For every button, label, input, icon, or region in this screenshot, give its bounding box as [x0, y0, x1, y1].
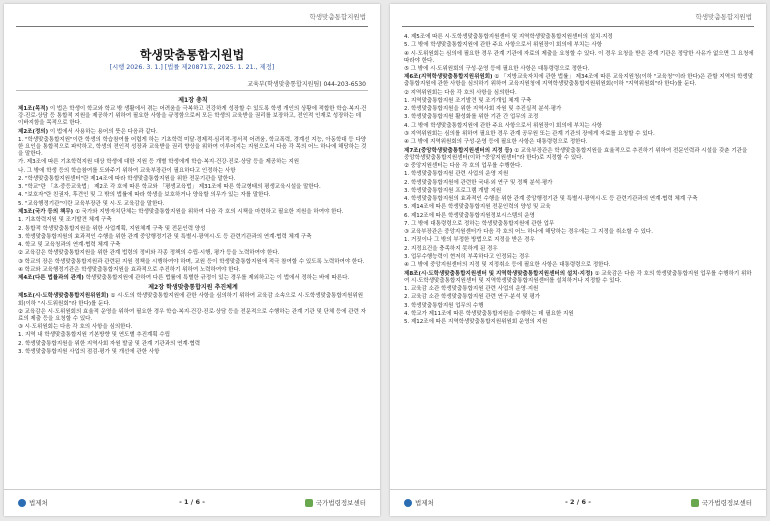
article-clause	[404, 229, 754, 236]
article-text: ① 「지방교육자치에 관한 법률」 제34조에 따른 교육지원청(이하 "교육청"이라 한다)은 관할 지역의 학생맞춤통합지원에 관한 사항을 심의하기 위하여 교육지원청에 지역학생맞춤통합지원위원회(이하 "지역위원회"라 한다)를 둔다.	[404, 74, 754, 88]
article-text: 2. 학생맞춤통합지원을 위한 지역사회 자원 및 추진실적 분석·평가	[404, 106, 562, 113]
article-heading: 제6조(지역학생맞춤통합지원위원회)	[404, 74, 493, 81]
header-divider	[16, 26, 368, 27]
article-clause	[404, 196, 754, 203]
article-text: ③ 교육부장관은 중앙지원센터가 다음 각 호의 어느 하나에 해당하는 경우에는 그 지정을 취소할 수 있다.	[404, 229, 653, 236]
article-heading: 제5조(시·도학생맞춤통합지원위원회)	[18, 293, 109, 300]
article-text: 이 법에서 사용하는 용어의 뜻은 다음과 같다.	[48, 128, 158, 135]
article-clause	[404, 163, 754, 170]
article-text: 3. 학생맞춤통합지원 프로그램 개발 지원	[404, 187, 502, 194]
enactment-info[interactable]: [시행 2026. 3. 1.] [법률 제20871호, 2025. 1. 21., 제정]	[109, 64, 275, 71]
article-text: 이 법은 학생이 학교와 학교 밖 생활에서 겪는 어려움을 극복하고 건강하게 성장할 수 있도록 학생 개인의 상황에 적합한 학습·복지·건강·진로·상담 등 통합적 지원을 제공하기 위하여 필요한 사항을 규정함으로써 모든 학생의 교육받을 권리를 보장하고, 전인적 인재로 성장하는 데 이바지함을 목적으로 한다.	[18, 106, 367, 127]
page-footer	[390, 489, 766, 516]
article-text: 4. 제5조에 따른 시·도학생맞춤통합지원센터 및 지역학생맞춤통합지원센터의 설치·지정	[404, 34, 613, 40]
article-heading: 제1조(목적)	[18, 106, 49, 113]
article-text: 4. 학교 및 교육청과의 연계·협력 체계 구축	[18, 242, 121, 249]
article-clause	[18, 341, 368, 348]
article-clause	[18, 309, 368, 323]
article-text: 3. 학생맞춤통합지원의 효과적인 수행을 위한 관계 중앙행정기관 및 특별시·광역시·도 등 관련기관과의 연계·협력 체계 구축	[18, 233, 312, 240]
article	[404, 271, 754, 285]
article-clause	[404, 311, 754, 318]
article-text: 3. 업무수행능력이 현저히 부족하다고 인정되는 경우	[404, 254, 530, 261]
page-2-body	[404, 34, 754, 327]
article-heading: 제8조(시·도학생맞춤통합지원센터 및 지역학생맞춤통합지원센터의 설치·지정)	[404, 270, 593, 277]
article-text: ① 교육부장관은 학생맞춤통합지원을 효율적으로 추진하기 위하여 전문인력과 시설을 갖춘 기관을 중앙학생맞춤통합지원센터(이하 "중앙지원센터"라 한다)로 지정할 수 있다.	[404, 147, 748, 161]
article-clause	[404, 131, 754, 138]
article-text: ② 교육감은 시·도위원회의 효율적 운영을 위하여 필요한 경우 학습·복지·건강·진로·상담 등을 전문적으로 수행하는 관계 기관 및 단체 등에 관련 자료의 제출 등을 요청할 수 있다.	[18, 308, 366, 322]
article-clause	[18, 201, 368, 208]
article-clause	[18, 137, 368, 158]
article-text: 1. 거짓이나 그 밖의 부정한 방법으로 지정을 받은 경우	[404, 237, 535, 244]
article-text: ③ 지역위원회는 심의를 위하여 필요한 경우 관계 공무원 또는 관계 기관의 장에게 자료를 요청할 수 있다.	[404, 131, 655, 137]
article-clause	[18, 217, 368, 224]
article-clause	[404, 114, 754, 121]
article-text: 3. 학생맞춤통합지원 사업의 점검·평가 및 개선에 관한 사항	[18, 349, 160, 356]
article-clause	[404, 254, 754, 261]
article-clause	[404, 262, 754, 269]
article-text: 학생맞춤통합지원에 관하여 다른 법률에 특별한 규정이 있는 경우를 제외하고는 이 법에서 정하는 바에 따른다.	[83, 275, 350, 282]
article	[18, 275, 368, 282]
article-clause	[404, 237, 754, 244]
article	[404, 74, 754, 88]
page-2	[390, 4, 766, 516]
article-clause	[404, 221, 754, 228]
chapter-heading: 제1장 총칙	[178, 97, 208, 104]
law-title: 학생맞춤통합지원법	[139, 48, 245, 62]
article	[404, 148, 754, 162]
article-clause	[404, 34, 754, 41]
article-text: ④ 학교와 교육행정기관은 학생맞춤통합지원을 효과적으로 추진하기 위하여 노력하여야 한다.	[18, 266, 241, 273]
article-clause	[404, 139, 754, 146]
article-heading: 제3조(국가 등의 책무)	[18, 209, 74, 215]
article-text: ② 지역위원회는 다음 각 호의 사항을 심의한다.	[404, 89, 517, 96]
page-number: - 1 / 6 -	[179, 498, 205, 506]
article-clause	[404, 106, 754, 113]
page-footer	[4, 489, 380, 516]
article-text: 1. 지역맞춤통합지원 조기발견 및 조기개입 체계 구축	[404, 97, 532, 104]
footer-left-label: 법제처	[415, 499, 434, 507]
article-clause	[18, 176, 368, 183]
title-divider	[16, 90, 368, 91]
footer-institution	[691, 498, 752, 507]
footer-institution	[305, 498, 366, 507]
running-header: 학생맞춤통합지원법	[309, 13, 366, 21]
article-text: 1. 기초학력지원 및 조기발견 체계 구축	[18, 217, 112, 224]
law-center-logo-icon	[305, 499, 313, 507]
article-text: 1. "학생맞춤통합지원"이란 학생의 학습참여를 어렵게 하는 기초학력 미달·경제적·심리적·정서적 어려움, 학교폭력, 경계선 지능, 아동학대 등 다양한 요인을 통합적으로 파악하고, 학생의 전인적 성장과 교육받을 권리 향상을 위하여 이루어지는 지원으로서 다음 각 목의 어느 하나에 해당하는 것을 말한다.	[18, 136, 367, 158]
article-text: ② 중앙지원센터는 다음 각 호의 업무를 수행한다.	[404, 162, 523, 169]
article-text: ① 국가와 지방자치단체는 학생맞춤통합지원을 위하여 다음 각 호의 시책을 마련하고 필요한 지원을 하여야 한다.	[73, 209, 344, 215]
article-text: ④ 그 밖에 중앙지원센터의 지정 및 지정취소 등에 필요한 사항은 대통령령으로 정한다.	[404, 262, 611, 269]
article-clause	[404, 246, 754, 253]
article-clause	[404, 180, 754, 187]
article-text: 1. 교육감 소관 학생맞춤통합지원 관련 사업의 운영·지원	[404, 285, 539, 292]
article-text: 4. 학교가 제11조에 따른 학생맞춤통합지원을 수행하는 데 필요한 지원	[404, 310, 574, 317]
running-header: 학생맞춤통합지원법	[695, 13, 752, 21]
article-clause	[404, 171, 754, 178]
article-text: ⑤ 그 밖에 시·도위원회의 구성·운영 등에 필요한 사항은 대통령령으로 정한다.	[404, 65, 590, 72]
article-clause	[18, 234, 368, 241]
article-heading: 제4조(다른 법률과의 관계)	[18, 275, 84, 282]
article-clause	[404, 51, 754, 65]
article-clause	[404, 319, 754, 326]
article-clause	[18, 259, 368, 266]
article-text: 5. 제14조에 따른 학생맞춤통합지원 전문인력의 양성 및 교육	[404, 204, 551, 211]
header-divider	[402, 26, 754, 27]
article-text: 5. 제12조에 따른 지역학생맞춤통합지원위원회 운영의 지원	[404, 319, 548, 326]
article-clause	[404, 123, 754, 130]
article-text: ④ 그 밖에 지역위원회의 구성·운영 등에 필요한 사항은 대통령령으로 정한다.	[404, 139, 588, 146]
article-clause	[404, 66, 754, 73]
article	[18, 209, 368, 216]
article-text: 7. 그 밖에 대통령령으로 정하는 학생맞춤통합지원에 관한 업무	[404, 220, 555, 227]
ministry-contact: 교육부(학생맞춤통합지원팀) 044-203-6530	[247, 81, 366, 88]
article-clause	[18, 184, 368, 191]
article-clause	[404, 90, 754, 97]
article-text: ① 시·도의 학생맞춤통합지원에 관한 사항을 심의하기 위하여 교육감 소속으로 시·도학생맞춤통합지원위원회(이하 "시·도위원회"라 한다)를 둔다.	[18, 293, 364, 307]
article-text: 1. 지역 내 학생맞춤통합지원 기본방향 및 연도별 추진계획 수립	[18, 332, 171, 339]
article-text: 3. 학생맞춤통합지원 활성화를 위한 기관 간 업무의 조정	[404, 114, 539, 121]
article	[18, 129, 368, 136]
article-clause	[18, 168, 368, 175]
article-heading: 제7조(중앙학생맞춤통합지원센터의 지정 등)	[404, 147, 513, 154]
article-text: 1. 학생맞춤통합지원 관련 사업의 운영 지원	[404, 171, 509, 178]
footer-right-label: 국가법령정보센터	[701, 499, 752, 507]
article-text: ④ 시·도위원회는 심의에 필요한 경우 관계 기관에 자료의 제출을 요청할 수 있다. 이 경우 요청을 받은 관계 기관은 정당한 사유가 없으면 그 요청에 따라야 한다.	[404, 50, 754, 64]
article-clause	[18, 332, 368, 339]
article-text: 나. 그 밖에 학생 등의 학습참여를 도와주기 위하여 교육부장관이 필요하다고 인정하는 사항	[18, 167, 236, 174]
article-clause	[18, 267, 368, 274]
article-clause	[404, 286, 754, 293]
article-text: 3. "학교"란 「초·중등교육법」 제2조 각 호에 따른 학교와 「평생교육법」 제31조에 따른 학교형태의 평생교육시설을 말한다.	[18, 184, 321, 191]
article-text: 가. 제3조에 따른 기초학력지원 대상 학생에 대한 지원 등 개별 학생에게 학습·복지·건강·진로·상담 등을 제공하는 지원	[18, 159, 300, 166]
article-text: 4. 학생맞춤통합지원의 효과적인 수행을 위한 관계 중앙행정기관 및 특별시·광역시·도 등 관련기관과의 연계·협력 체계 구축	[404, 196, 698, 203]
law-center-logo-icon	[691, 499, 699, 507]
article-text: ② 교육감은 학생맞춤통합지원을 위한 관계 법령의 정비와 각종 정책의 수립·시행, 평가 등을 노력하여야 한다.	[18, 250, 280, 257]
article-text: 6. 제12조에 따른 학생맞춤통합지원정보시스템의 운영	[404, 212, 535, 219]
article	[18, 106, 368, 127]
article-text: 4. "보호자"란 친권자, 후견인 및 그 밖의 법률에 따라 학생을 보호하거나 양육할 의무가 있는 자를 말한다.	[18, 192, 271, 199]
article-text: 4. 그 밖에 학생맞춤통합지원에 관한 주요 사항으로서 위원장이 회의에 부치는 사항	[404, 122, 603, 129]
article-clause	[404, 188, 754, 195]
article-clause	[18, 250, 368, 257]
footer-left-label: 법제처	[29, 499, 48, 507]
article-clause	[18, 324, 368, 331]
page-number: - 2 / 6 -	[565, 498, 591, 506]
page-1	[4, 4, 380, 516]
article-clause	[18, 226, 368, 233]
article-clause	[18, 192, 368, 199]
footer-right-label: 국가법령정보센터	[315, 499, 366, 507]
article-text: 2. 통합적 학생맞춤통합지원을 위한 사업계획, 지원체계 구축 및 전문인력 양성	[18, 225, 206, 232]
article-text: 2. 학생맞춤통합지원에 관련한 국내·외 연구 및 정책 분석·평가	[404, 179, 553, 186]
article-text: 2. 학생맞춤통합지원을 위한 지역사회 자원 발굴 및 관계 기관과의 연계·협력	[18, 340, 201, 347]
article-clause	[18, 349, 368, 356]
article-clause	[18, 242, 368, 249]
article-text: ③ 시·도위원회는 다음 각 호의 사항을 심의한다.	[18, 324, 133, 331]
article-text: 2. 지정요건을 충족하지 못하게 된 경우	[404, 245, 498, 252]
article	[18, 293, 368, 307]
article-clause	[404, 294, 754, 301]
article-clause	[404, 98, 754, 105]
article-clause	[404, 213, 754, 220]
article-text: 3. 학생맞춤통합지원 업무의 수행	[404, 302, 484, 309]
article-heading: 제2조(정의)	[18, 128, 49, 135]
article-text: 5. "교육행정기관"이란 교육부장관 및 시·도 교육감을 말한다.	[18, 200, 165, 207]
article-clause	[404, 303, 754, 310]
article-text: ③ 학교의 장은 학생맞춤통합지원과 관련된 지원 정책을 시행하여야 하며, 교원 등이 학생맞춤통합지원에 적극 참여할 수 있도록 노력하여야 한다.	[18, 258, 365, 265]
article-clause	[18, 159, 368, 166]
article-text: ① 교육감은 다음 각 호의 학생맞춤통합지원 업무를 수행하기 위하여 시·도학생맞춤통합지원센터 및 지역학생맞춤통합지원센터를 설치하거나 지정할 수 있다.	[404, 270, 752, 284]
article-clause	[404, 42, 754, 49]
article-text: 5. 그 밖에 학생맞춤통합지원에 관한 주요 사항으로서 위원장이 회의에 부치는 사항	[404, 42, 603, 49]
article-text: 2. 교육감 소관 학생맞춤통합지원 관련 연구·분석 및 평가	[404, 294, 541, 301]
article-clause	[404, 204, 754, 211]
chapter-heading: 제2장 학생맞춤통합지원 추진체계	[148, 284, 238, 292]
article-text: 2. "학생맞춤통합지원센터"란 제14조에 따라 학생맞춤통합지원을 위한 전문기관을 말한다.	[18, 175, 236, 182]
page-1-body	[18, 95, 368, 357]
